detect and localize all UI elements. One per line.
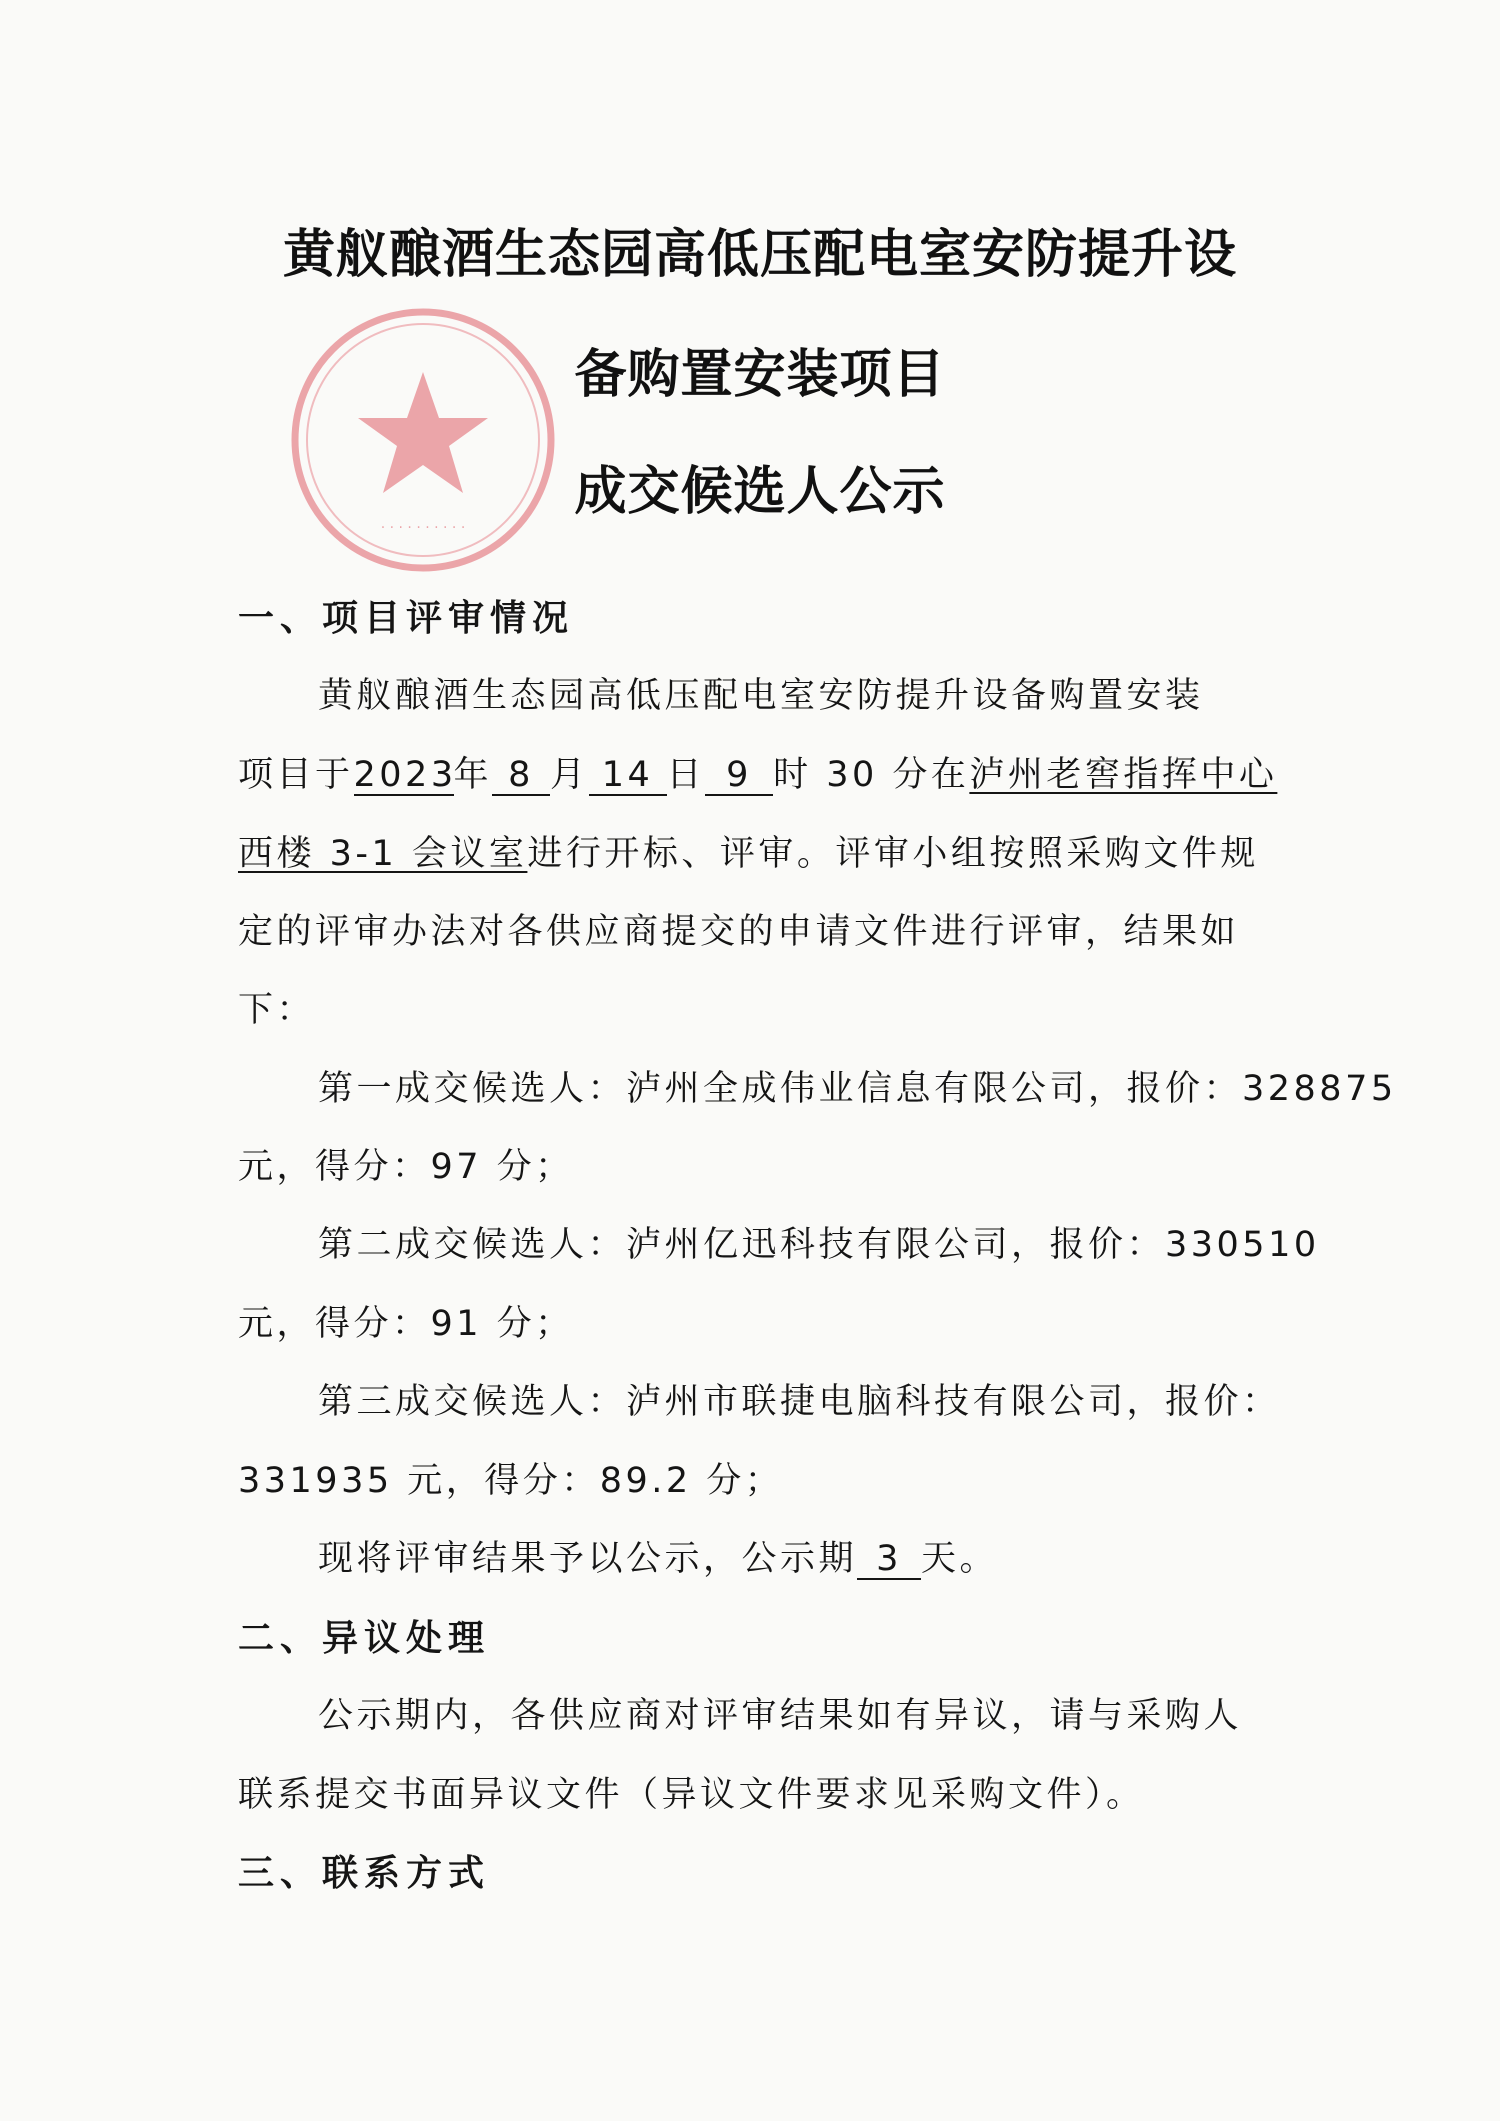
notice-days-field: 3 — [857, 1540, 921, 1580]
candidate-3-line: 第三成交候选人：泸州市联捷电脑科技有限公司，报价： — [318, 1382, 1281, 1422]
text-fragment: 天。 — [921, 1539, 999, 1579]
venue-text: 泸州老窖指挥中心 — [969, 755, 1278, 795]
paragraph-line: 黄舣酿酒生态园高低压配电室安防提升设备购置安装 — [318, 676, 1204, 716]
svg-text:· · · · · · · · · ·: · · · · · · · · · · — [380, 520, 466, 536]
document-title-line-3: 成交候选人公示 — [574, 461, 946, 522]
text-fragment: 现将评审结果予以公示，公示期 — [318, 1539, 858, 1579]
year-field: 2023 — [353, 755, 457, 795]
document-title-line-2: 备购置安装项目 — [574, 344, 946, 405]
candidate-3-score: 331935 元，得分：89.2 分； — [238, 1461, 784, 1501]
text-fragment: 日 — [666, 755, 706, 795]
paragraph-line-venue — [238, 826, 1288, 876]
venue-text: 西楼 3-1 会议室 — [238, 834, 528, 874]
text-fragment: 时 30 分在 — [773, 755, 970, 795]
section-heading-objection: 二、异议处理 — [238, 1618, 491, 1659]
text-fragment: 年 — [453, 755, 493, 795]
paragraph-line: 联系提交书面异议文件（异议文件要求见采购文件）。 — [238, 1775, 1145, 1815]
paragraph-line: 定的评审办法对各供应商提交的申请文件进行评审，结果如 — [238, 912, 1240, 952]
paragraph-line: 下： — [238, 990, 316, 1030]
paragraph-line: 公示期内，各供应商对评审结果如有异议，请与采购人 — [318, 1696, 1243, 1736]
month-field: 8 — [492, 756, 550, 796]
candidate-1-line: 第一成交候选人：泸州全成伟业信息有限公司，报价：328875 — [318, 1069, 1397, 1109]
text-fragment: 项目于 — [238, 755, 354, 795]
hour-field: 9 — [705, 756, 773, 796]
candidate-2-line: 第二成交候选人：泸州亿迅科技有限公司，报价：330510 — [318, 1225, 1320, 1265]
text-fragment: 月 — [550, 755, 589, 795]
candidate-2-score: 元，得分：91 分； — [238, 1304, 574, 1344]
section-heading-review: 一、项目评审情况 — [238, 598, 575, 639]
text-fragment: 进行开标、评审。评审小组按照采购文件规 — [527, 834, 1259, 874]
paragraph-line-datetime — [238, 747, 1288, 797]
document-title-line-1: 黄舣酿酒生态园高低压配电室安防提升设 — [282, 224, 1237, 285]
day-field: 14 — [589, 756, 667, 796]
candidate-1-score: 元，得分：97 分； — [238, 1147, 574, 1187]
section-heading-contact: 三、联系方式 — [238, 1853, 491, 1894]
notice-period-line — [318, 1531, 1368, 1581]
